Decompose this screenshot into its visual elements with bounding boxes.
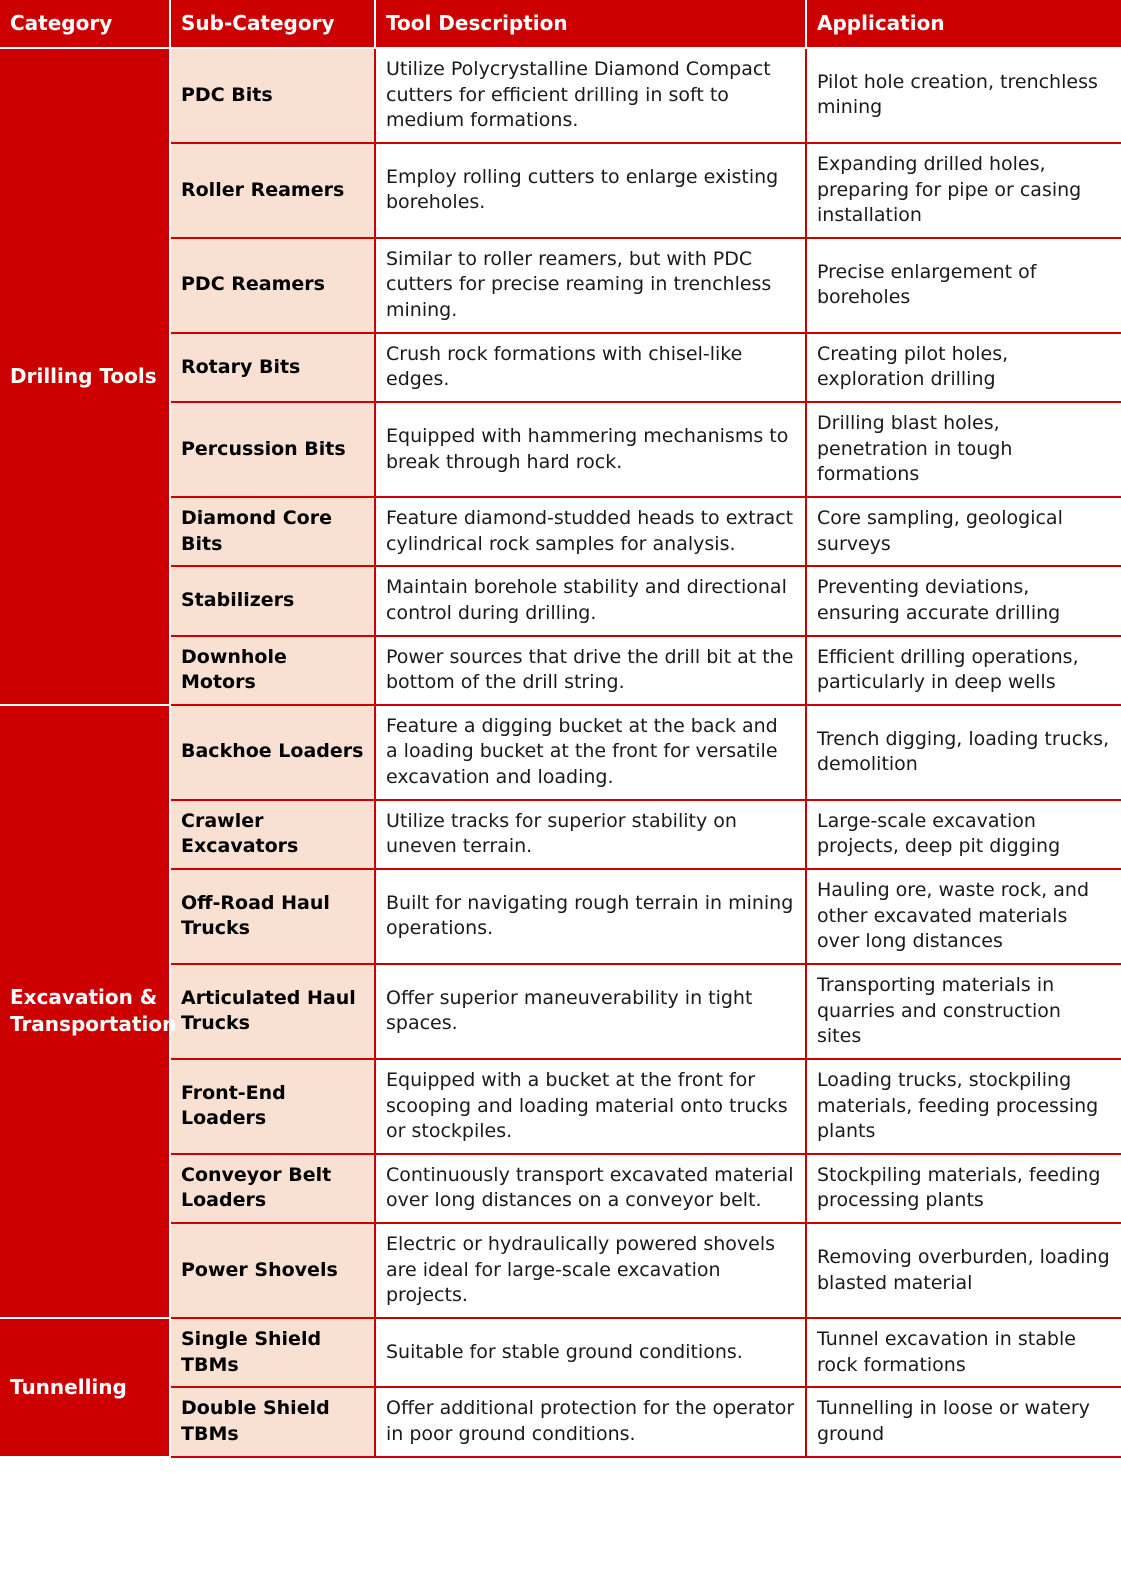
application-cell: Removing overburden, loading blasted material — [806, 1223, 1121, 1318]
subcategory-cell: Percussion Bits — [170, 402, 375, 497]
subcategory-cell: PDC Reamers — [170, 238, 375, 333]
description-cell: Equipped with hammering mechanisms to break through hard rock. — [375, 402, 806, 497]
application-cell: Large-scale excavation projects, deep pit digging — [806, 800, 1121, 869]
table-row — [0, 705, 1121, 800]
application-cell: Efficient drilling operations, particularly in deep wells — [806, 636, 1121, 705]
column-header-category: Category — [0, 0, 170, 48]
subcategory-cell: Power Shovels — [170, 1223, 375, 1318]
category-cell: Excavation & Transportation — [0, 705, 170, 1318]
application-cell: Pilot hole creation, trenchless mining — [806, 48, 1121, 143]
application-cell: Creating pilot holes, exploration drilling — [806, 333, 1121, 402]
subcategory-cell: Off-Road Haul Trucks — [170, 869, 375, 964]
subcategory-cell: Downhole Motors — [170, 636, 375, 705]
subcategory-cell: Diamond Core Bits — [170, 497, 375, 566]
description-cell: Electric or hydraulically powered shovels are ideal for large-scale excavation projects. — [375, 1223, 806, 1318]
application-cell: Stockpiling materials, feeding processing plants — [806, 1154, 1121, 1223]
description-cell: Similar to roller reamers, but with PDC cutters for precise reaming in trenchless mining. — [375, 238, 806, 333]
application-cell: Expanding drilled holes, preparing for pipe or casing installation — [806, 143, 1121, 238]
description-cell: Built for navigating rough terrain in mining operations. — [375, 869, 806, 964]
table-body — [0, 48, 1121, 1457]
column-header-application: Application — [806, 0, 1121, 48]
description-cell: Offer superior maneuverability in tight spaces. — [375, 964, 806, 1059]
column-header-description: Tool Description — [375, 0, 806, 48]
application-cell: Precise enlargement of boreholes — [806, 238, 1121, 333]
application-cell: Tunnel excavation in stable rock formations — [806, 1318, 1121, 1387]
table-header — [0, 0, 1121, 48]
column-header-subcategory: Sub-Category — [170, 0, 375, 48]
table-row — [0, 1318, 1121, 1387]
subcategory-cell: Crawler Excavators — [170, 800, 375, 869]
subcategory-cell: Front-End Loaders — [170, 1059, 375, 1154]
description-cell: Utilize Polycrystalline Diamond Compact cutters for efficient drilling in soft to medium formations. — [375, 48, 806, 143]
header-row — [0, 0, 1121, 48]
application-cell: Trench digging, loading trucks, demolition — [806, 705, 1121, 800]
application-cell: Preventing deviations, ensuring accurate drilling — [806, 566, 1121, 635]
application-cell: Core sampling, geological surveys — [806, 497, 1121, 566]
description-cell: Utilize tracks for superior stability on uneven terrain. — [375, 800, 806, 869]
subcategory-cell: Backhoe Loaders — [170, 705, 375, 800]
subcategory-cell: Rotary Bits — [170, 333, 375, 402]
subcategory-cell: Articulated Haul Trucks — [170, 964, 375, 1059]
subcategory-cell: Double Shield TBMs — [170, 1387, 375, 1456]
category-cell: Drilling Tools — [0, 48, 170, 705]
description-cell: Maintain borehole stability and directional control during drilling. — [375, 566, 806, 635]
table-row — [0, 48, 1121, 143]
description-cell: Offer additional protection for the operator in poor ground conditions. — [375, 1387, 806, 1456]
description-cell: Feature diamond-studded heads to extract cylindrical rock samples for analysis. — [375, 497, 806, 566]
description-cell: Power sources that drive the drill bit at the bottom of the drill string. — [375, 636, 806, 705]
application-cell: Loading trucks, stockpiling materials, feeding processing plants — [806, 1059, 1121, 1154]
description-cell: Suitable for stable ground conditions. — [375, 1318, 806, 1387]
description-cell: Feature a digging bucket at the back and a loading bucket at the front for versatile excavation and loading. — [375, 705, 806, 800]
application-cell: Tunnelling in loose or watery ground — [806, 1387, 1121, 1456]
subcategory-cell: Single Shield TBMs — [170, 1318, 375, 1387]
subcategory-cell: Conveyor Belt Loaders — [170, 1154, 375, 1223]
subcategory-cell: Stabilizers — [170, 566, 375, 635]
application-cell: Drilling blast holes, penetration in tough formations — [806, 402, 1121, 497]
category-cell: Tunnelling — [0, 1318, 170, 1457]
subcategory-cell: PDC Bits — [170, 48, 375, 143]
application-cell: Hauling ore, waste rock, and other excavated materials over long distances — [806, 869, 1121, 964]
description-cell: Employ rolling cutters to enlarge existing boreholes. — [375, 143, 806, 238]
description-cell: Equipped with a bucket at the front for scooping and loading material onto trucks or stockpiles. — [375, 1059, 806, 1154]
application-cell: Transporting materials in quarries and construction sites — [806, 964, 1121, 1059]
description-cell: Crush rock formations with chisel-like edges. — [375, 333, 806, 402]
subcategory-cell: Roller Reamers — [170, 143, 375, 238]
description-cell: Continuously transport excavated material over long distances on a conveyor belt. — [375, 1154, 806, 1223]
